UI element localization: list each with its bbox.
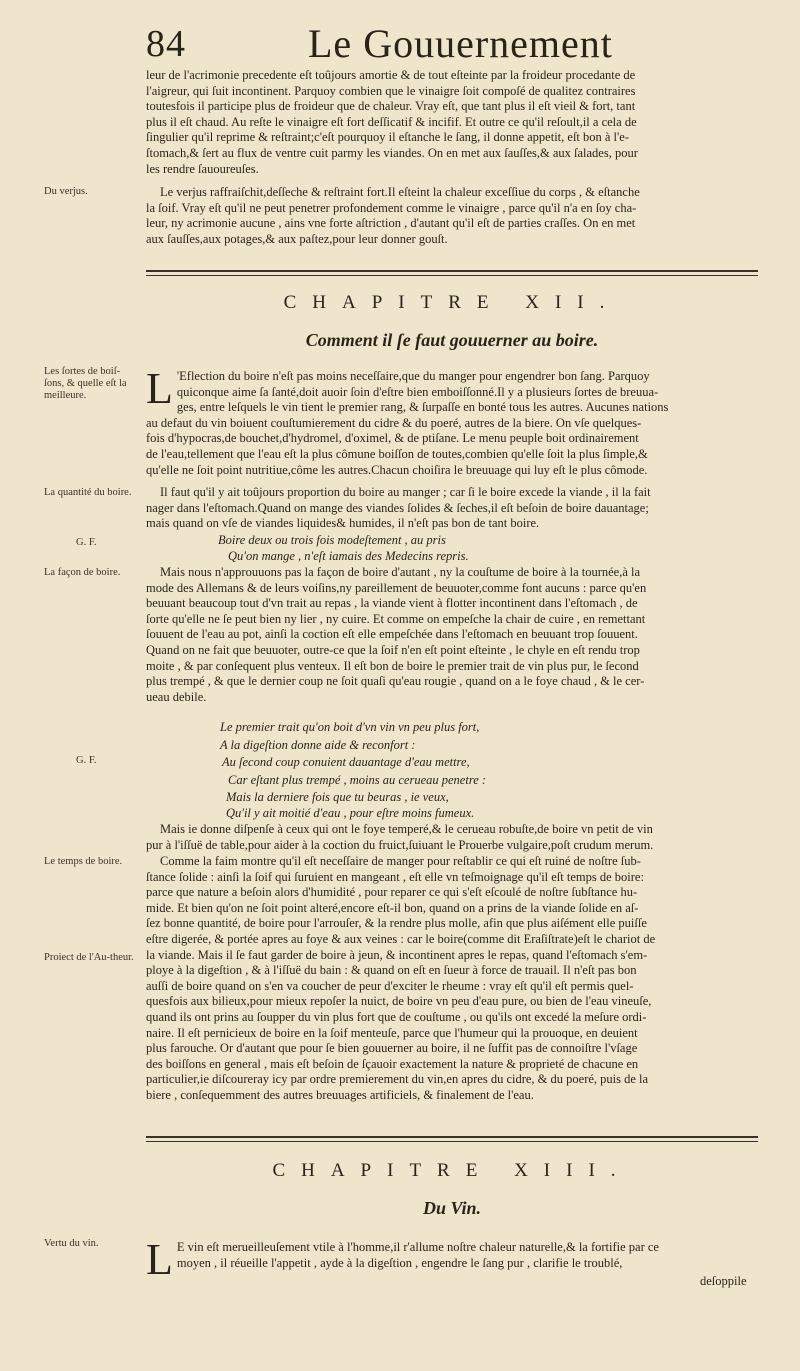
text-line: plus trempé , & que le dernier coup ne ſoit quaſi qu'eau rougie , quand on a le foye chaud , & le cer- bbox=[146, 674, 645, 689]
text-line: mode des Allemans & de leurs voiſins,ny pareillement de beuuoter,comme font aucuns : parce qu'en bbox=[146, 580, 647, 595]
text-line: ges, entre leſquels le vin tient le premier rang, & ſurpaſſe en bonté tous les autres. Aucunes nations bbox=[176, 400, 669, 415]
text-line: auſſi de boire quand on s'en va coucher de peur d'exciter le rheume : vray eſt qu'il eſt permis quel- bbox=[146, 978, 634, 993]
running-title: Le Gouuernement bbox=[308, 21, 613, 66]
paragraph-quantite bbox=[146, 485, 758, 532]
text-line: plus farouche. Or d'autant que pour ſe bien gouuerner au boire, il ne ſuffit pas de connoiſtre l'vſage bbox=[146, 1041, 638, 1056]
paragraph-temps bbox=[146, 854, 758, 1104]
margin-note-verjus: Du verjus. bbox=[44, 186, 88, 197]
text-line: ſtance ſolide : ainſi la ſoif qui ſuruient en mangeant , eſt elle vn teſmoignage qu'il eſt temps de boire: bbox=[146, 869, 644, 884]
margin-note-vertu: Vertu du vin. bbox=[44, 1238, 99, 1249]
divider-rule bbox=[146, 275, 758, 276]
text-line: Le verjus raffraiſchit,deſſeche & reſtraint fort.Il eſteint la chaleur exceſſiue du corps , & eſtanche bbox=[160, 185, 640, 199]
text-line: ploye à la digeſtion , & à l'iſſuë du bain : & quand on eſt en ſueur à force de trauail. Il n'eſt pas bon bbox=[146, 963, 637, 978]
verse-line: Car eſtant plus trempé , moins au cerueau penetre : bbox=[228, 773, 487, 787]
margin-note-facon: La façon de boire. bbox=[44, 567, 121, 578]
text-line: ueau debile. bbox=[146, 689, 207, 704]
margin-note-temps: Le temps de boire. bbox=[44, 856, 123, 867]
text-line: des boiſſons en general , mais eſt beſoin de ſçauoir exactement la nature & proprieté de chacune en bbox=[146, 1056, 639, 1071]
text-line: parce que nature a beſoin alors d'humidité , pour reparer ce qui s'eſt eſcoulé de noſtre ſubſtance hu- bbox=[146, 885, 638, 900]
text-line: leur, ny acrimonie aucune , ains vne forte aſtriction , d'autant qu'il eſt de parties craſſes. On en met bbox=[146, 216, 636, 231]
text-line: quand ils ont prins au ſoupper du vin plus fort que de couſtume , ou qu'ils ont excedé la meſure ordi- bbox=[146, 1009, 647, 1024]
text-line: leur de l'acrimonie precedente eſt toûjours amortie & de tout eſteinte par la froideur procedante de bbox=[146, 68, 636, 82]
text-line: nager dans l'eſtomach.Quand on mange des viandes ſolides & ſeches,il eſt beſoin de boire dauantage; bbox=[146, 500, 649, 515]
text-line: eſtre digerée, & portée apres au foye & aux veines : car le boire(comme dit Eraſiſtrate)eſt le chariot de bbox=[146, 931, 656, 946]
paragraph-facon bbox=[146, 565, 758, 705]
text-line: Mais nous n'approuuons pas la façon de boire d'autant , ny la couſtume de boire à la tournée,à la bbox=[160, 565, 641, 579]
margin-note-sortes: Les ſortes de boiſ-ſons, & quelle eſt la meilleure. bbox=[44, 366, 127, 401]
chapter-title: Du Vin. bbox=[422, 1198, 482, 1218]
verse-line: Mais la derniere fois que tu beuras , ie veux, bbox=[226, 790, 449, 804]
margin-note-quantite: La quantité du boire. bbox=[44, 487, 132, 498]
text-line: E vin eſt merueilleuſement vtile à l'homme,il r'allume noſtre chaleur naturelle,& la fortifie par ce bbox=[176, 1240, 659, 1254]
text-line: beuuant beaucoup tout d'vn trait au repas , la viande vient à flotter incontinent dans l'eſtomach , de bbox=[146, 596, 638, 611]
text-line: Mais ie donne diſpenſe à ceux qui ont le foye temperé,& le cerueau robuſte,de boire vn petit de vin bbox=[160, 822, 653, 836]
divider-rule bbox=[146, 270, 758, 272]
chapter-heading: CHAPITRE XII. bbox=[283, 292, 621, 313]
text-line: de l'eau,tellement que l'eau eſt la plus cômune boiſſon de toutes,combien qu'elle ſoit la plus ſimple,& bbox=[146, 446, 648, 461]
text-line: toutesfois il participe plus de froideur que de chaleur. Vray eſt, que tant plus il eſt vieil & fort, tant bbox=[146, 99, 636, 114]
text-line: Comme la faim montre qu'il eſt neceſſaire de manger pour reſtablir ce qui eſt ruiné de noſtre ſub- bbox=[160, 854, 641, 868]
text-line: moite , & par conſequent plus venteux. Il eſt bon de boire le premier trait de vin plus pur, le ſecond bbox=[146, 658, 639, 673]
text-line: les rendre ſauoureuſes. bbox=[146, 161, 259, 176]
text-line: particulier,ie diſcoureray icy par ordre premierement du vin,en apres du cidre, & du poeré, puis de la bbox=[146, 1072, 649, 1087]
text-line: aux ſauſſes,aux potages,& aux paſtez,pour leur donner gouſt. bbox=[146, 231, 448, 246]
paragraph-vinaigre bbox=[146, 68, 758, 177]
text-line: la ſoif. Vray eſt qu'il ne peut penetrer profondement comme le vinaigre , parce qu'il n'a en ſoy cha- bbox=[146, 200, 637, 215]
page-header bbox=[0, 14, 800, 64]
verse-line: Boire deux ou trois fois modeſtement , au pris bbox=[218, 533, 446, 547]
verse-line: A la digeſtion donne aide & reconfort : bbox=[220, 738, 416, 752]
text-line: pur à l'iſſuë de table,pour aider à la coction du fruict,ſuiuant le Prouerbe vulgaire,poſt crudum merum. bbox=[146, 837, 654, 852]
paragraph-verjus bbox=[146, 185, 758, 247]
text-line: l'aigreur, qui ſuit incontinent. Parquoy combien que le vinaigre ſoit compoſé de qualitez contraires bbox=[146, 83, 636, 98]
paragraph-foye bbox=[146, 822, 758, 853]
text-line: ſtomach,& ſert au flux de ventre cuit parmy les viandes. On en met aux ſauſſes,& aux ſalades, pour bbox=[146, 145, 638, 160]
text-line: quesfois aux bilieux,pour mieux repoſer la nuict, de boire vn peu d'eau pure, ou bien de l'eau vineuſe, bbox=[146, 994, 652, 1009]
text-line: 'Eflection du boire n'eſt pas moins neceſſaire,que du manger pour engendrer bon ſang. Parquoy bbox=[176, 369, 650, 383]
text-line: quiconque aime ſa ſanté,doit auoir ſoin d'eſtre bien emboiſſonné.Il y a plusieurs ſortes de breuua- bbox=[176, 384, 659, 399]
chapter-title: Comment il ſe faut gouuerner au boire. bbox=[305, 330, 599, 350]
text-line: la viande. Mais il ſe faut garder de boire à jeun, & incontinent apres le repas, quand l'eſtomach s'em- bbox=[146, 947, 648, 962]
text-line: ſorte qu'elle ne ſe peut bien ny lier , ny cuire. Et comme on empeſche la chair de cuire , en remettant bbox=[146, 611, 646, 626]
margin-note-projet: Proiect de l'Au-theur. bbox=[44, 952, 134, 963]
paragraph-sortes bbox=[146, 364, 758, 478]
text-line: Quand on ne fait que beuuoter, outre-ce que la ſoif n'en eſt point eſteinte , le chyle en eſt rendu trop bbox=[146, 642, 640, 657]
divider-rule bbox=[146, 1136, 758, 1138]
verse-line: Le premier trait qu'on boit d'vn vin vn peu plus fort, bbox=[220, 720, 480, 734]
catchword: deſoppile bbox=[700, 1274, 747, 1288]
divider-rule bbox=[146, 1141, 758, 1142]
text-line: ſouuent de l'eau au pot, ainſi la coction eſt elle empeſchée dans l'eſtomach en beuuant trop ſouuent. bbox=[146, 627, 638, 642]
text-line: ſez bonne quantité, de boire pour l'arrouſer, & la rendre plus molle, afin que plus aiſément elle puiſſe bbox=[146, 916, 647, 931]
margin-note-gf: G. F. bbox=[76, 755, 97, 766]
text-line: qu'elle ne ſoit point nutritiue,côme les autres.Chacun choiſira le breuuage qui luy eſt le plus cômode. bbox=[146, 462, 648, 477]
chapter-heading: CHAPITRE XIII. bbox=[272, 1160, 632, 1181]
text-line: mais quand on vſe de viandes liquides& humides, il n'eſt pas bon de tant boire. bbox=[146, 516, 540, 531]
verse-line: Qu'on mange , n'eſt iamais des Medecins repris. bbox=[228, 549, 469, 563]
verse-line: Au ſecond coup conuient dauantage d'eau mettre, bbox=[222, 755, 470, 769]
text-line: ſingulier qu'il reprime & reſtraint;c'eſt pourquoy il eſtanche le ſang, il donne appetit, eſt bon à l'e- bbox=[146, 130, 629, 145]
text-line: fois d'hypocras,de bouchet,d'hydromel, d'oximel, & de ptiſane. Le menu peuple boit ordinairement bbox=[146, 431, 639, 446]
text-line: plus il eſt chaud. Au reſte le vinaigre eſt fort deſſicatif & incifif. Et outre ce qu'il reſoult,il a cela de bbox=[146, 114, 637, 129]
text-line: au defaut du vin boiuent couſtumierement du cidre & du poeré, autres de la biere. On vſe quelques- bbox=[146, 415, 642, 430]
text-line: biere , conſequemment des autres breuuages artificiels, & finalement de l'eau. bbox=[146, 1087, 534, 1102]
text-line: Il faut qu'il y ait toûjours proportion du boire au manger ; car ſi le boire excede la viande , il la fait bbox=[160, 485, 651, 499]
page-number: 84 bbox=[146, 23, 186, 65]
drop-cap: L bbox=[146, 364, 173, 413]
text-line: naire. Il eſt pernicieux de boire en la ſoif menteuſe, parce que l'humeur qui la prouoque, en deuient bbox=[146, 1025, 638, 1040]
drop-cap: L bbox=[146, 1235, 173, 1284]
text-line: moyen , il réueille l'appetit , ayde à la digeſtion , engendre le ſang pur , clarifie le troublé, bbox=[176, 1255, 623, 1270]
margin-note-gf: G. F. bbox=[76, 537, 97, 548]
text-line: mide. Et bien qu'on ne ſoit point alteré,encore eſt-il bon, quand on a prins de la viande ſolide en aſ- bbox=[146, 900, 639, 915]
verse-line: Qu'il y ait moitié d'eau , pour eſtre moins fumeux. bbox=[226, 806, 475, 820]
